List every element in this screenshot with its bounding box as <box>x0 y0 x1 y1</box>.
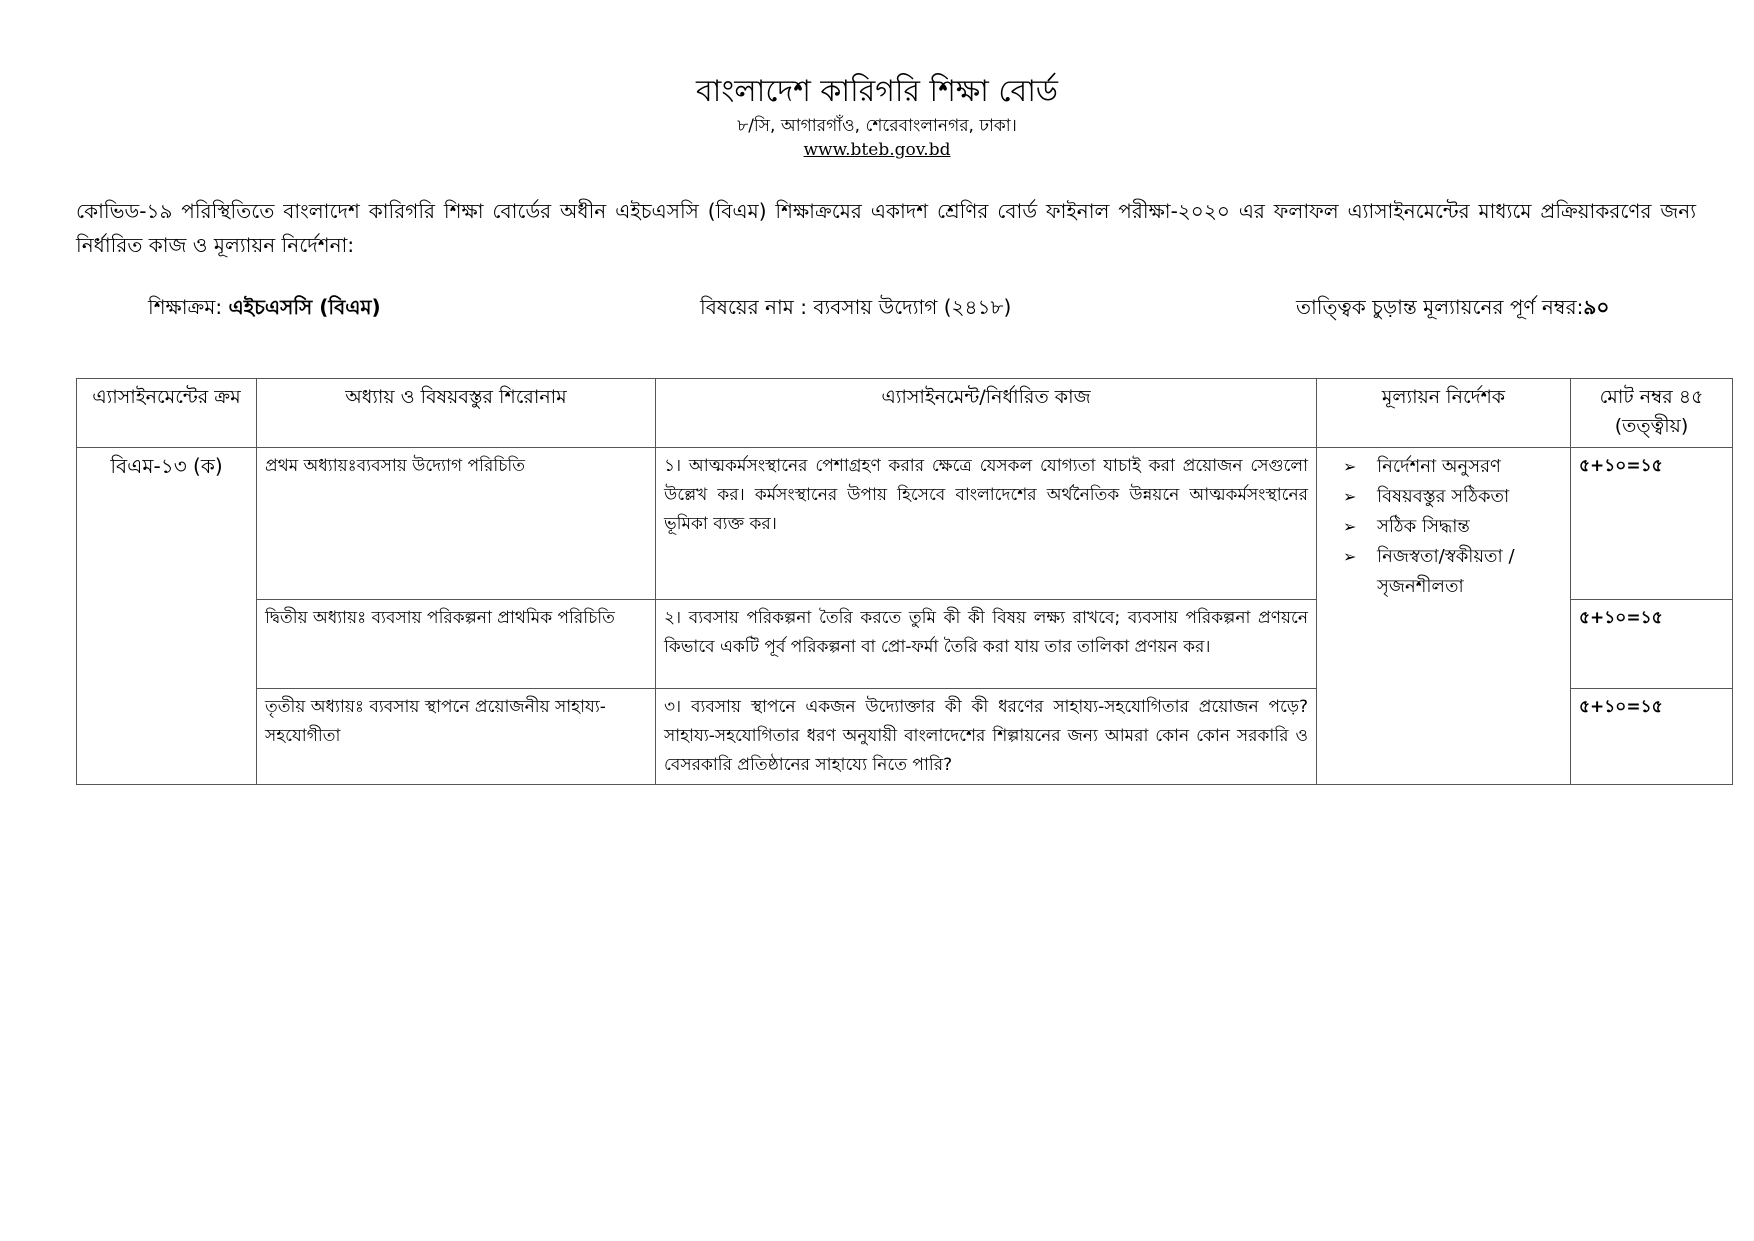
task-cell: ৩। ব্যবসায় স্থাপনে একজন উদ্যোক্তার কী কী ধরণের সাহায্য-সহযোগিতার প্রয়োজন পড়ে? সাহায্য-সহযোগিতার ধরণ অনুযায়ী বাংলাদেশের শিল্পায়নের জন্য আমরা কোন কোন সরকারি ও বেসরকারি প্রতিষ্ঠানের সাহায্যে নিতে পারি? <box>656 689 1317 785</box>
marks-cell: ৫+১০=১৫ <box>1571 689 1733 785</box>
header-assigned-task: এ্যাসাইনমেন্ট/নির্ধারিত কাজ <box>656 379 1317 448</box>
list-item <box>1343 452 1562 482</box>
chapter-cell: তৃতীয় অধ্যায়ঃ ব্যবসায় স্থাপনে প্রয়োজনীয় সাহায্য-সহযোগীতা <box>257 689 656 785</box>
header-chapter-title: অধ্যায় ও বিষয়বস্তুর শিরোনাম <box>257 379 656 448</box>
chapter-cell: দ্বিতীয় অধ্যায়ঃ ব্যবসায় পরিকল্পনা প্রাথমিক পরিচিতি <box>257 600 656 689</box>
marks-cell: ৫+১০=১৫ <box>1571 448 1733 600</box>
full-marks-value: ৯০ <box>1583 295 1610 319</box>
assignment-table <box>76 378 1733 785</box>
header-total-marks: মোট নম্বর ৪৫ (তত্ত্বীয়) <box>1571 379 1733 448</box>
arrowhead-bullet-icon: ➢ <box>1343 517 1357 536</box>
assignment-serial-cell: বিএম-১৩ (ক) <box>77 448 257 785</box>
intro-paragraph: কোভিড-১৯ পরিস্থিতিতে বাংলাদেশ কারিগরি শিক্ষা বোর্ডের অধীন এইচএসসি (বিএম) শিক্ষাক্রমের একাদশ শ্রেণির বোর্ড ফাইনাল পরীক্ষা-২০২০ এর ফলাফল এ্যাসাইনমেন্টের মাধ্যমে প্রক্রিয়াকরণের জন্য নির্ধারিত কাজ ও মূল্যায়ন নির্দেশনা: <box>76 199 1696 257</box>
header-assignment-serial: এ্যাসাইনমেন্টের ক্রম <box>77 379 257 448</box>
table-header-row <box>77 379 1733 448</box>
list-item <box>1343 482 1562 512</box>
full-marks-info <box>1296 292 1609 322</box>
organization-name: বাংলাদেশ কারিগরি শিক্ষা বোর্ড <box>695 74 1059 109</box>
curriculum-info <box>148 292 381 322</box>
list-item <box>1343 542 1562 602</box>
subject-info: বিষয়ের নাম : ব্যবসায় উদ্যোগ (২৪১৮) <box>700 295 1012 319</box>
organization-address: ৮/সি, আগারগাঁও, শেরেবাংলানগর, ঢাকা। <box>737 116 1017 136</box>
criteria-text: বিষয়বস্তুর সঠিকতা <box>1377 486 1510 507</box>
criteria-text: সঠিক সিদ্ধান্ত <box>1377 516 1470 537</box>
curriculum-value: এইচএসসি (বিএম) <box>228 295 381 319</box>
chapter-cell: প্রথম অধ্যায়ঃব্যবসায় উদ্যোগ পরিচিতি <box>257 448 656 600</box>
header-evaluation-criteria: মূল্যায়ন নির্দেশক <box>1317 379 1571 448</box>
curriculum-label: শিক্ষাক্রম: <box>148 295 223 319</box>
arrowhead-bullet-icon: ➢ <box>1343 547 1357 566</box>
marks-cell: ৫+১০=১৫ <box>1571 600 1733 689</box>
task-cell: ২। ব্যবসায় পরিকল্পনা তৈরি করতে তুমি কী কী বিষয় লক্ষ্য রাখবে; ব্যবসায় পরিকল্পনা প্রণয়নে কিভাবে একটি পূর্ব পরিকল্পনা বা প্রো-ফর্মা তৈরি করা যায় তার তালিকা প্রণয়ন কর। <box>656 600 1317 689</box>
list-item <box>1343 512 1562 542</box>
full-marks-label: তাত্ত্বিক চুড়ান্ত মূল্যায়নের পূর্ণ নম্বর: <box>1296 295 1584 319</box>
arrowhead-bullet-icon: ➢ <box>1343 487 1357 506</box>
table-row <box>77 448 1733 600</box>
document-header <box>0 72 1754 162</box>
evaluation-criteria-cell <box>1317 448 1571 785</box>
task-cell: ১। আত্মকর্মসংস্থানের পেশাগ্রহণ করার ক্ষেত্রে যেসকল যোগ্যতা যাচাই করা প্রয়োজন সেগুলো উল্লেখ কর। কর্মসংস্থানের উপায় হিসেবে বাংলাদেশের অর্থনৈতিক উন্নয়নে আত্মকর্মসংস্থানের ভূমিকা ব্যক্ত কর। <box>656 448 1317 600</box>
criteria-text: নিজস্বতা/স্বকীয়তা / সৃজনশীলতা <box>1377 546 1515 597</box>
organization-website-link[interactable]: www.bteb.gov.bd <box>803 140 951 160</box>
arrowhead-bullet-icon: ➢ <box>1343 457 1357 476</box>
criteria-list <box>1325 452 1562 602</box>
criteria-text: নির্দেশনা অনুসরণ <box>1377 456 1501 477</box>
